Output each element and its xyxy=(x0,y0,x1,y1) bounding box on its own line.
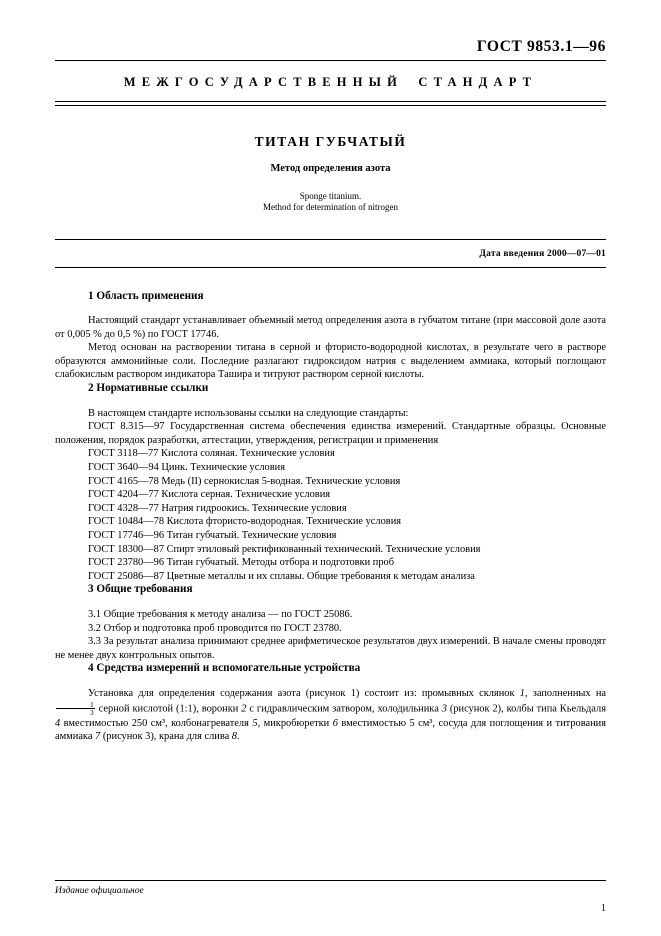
eq-part-2: , заполненных на xyxy=(524,687,606,699)
double-rule-bottom xyxy=(55,105,606,106)
fraction-denominator: 3 xyxy=(90,708,94,718)
eq-ref-5: 5 xyxy=(252,717,258,729)
eq-part-5: (рисунок 2), колбы типа Кьельдаля xyxy=(446,702,606,714)
page-number: 1 xyxy=(601,903,606,914)
eq-part-1: Установка для определения содержания азота (рисунок 1) состоит из: промывных склянок xyxy=(88,687,520,699)
header-rule xyxy=(55,60,606,61)
section-4-equipment-paragraph xyxy=(55,687,606,744)
date-rule-bottom xyxy=(55,267,606,268)
eq-part-6: вместимостью 250 см³, колбонагревателя xyxy=(60,717,253,729)
fraction-one-third xyxy=(56,701,95,717)
reference-item: ГОСТ 10484—78 Кислота фтористо-водородная. Технические условия xyxy=(88,516,402,528)
reference-item: ГОСТ 3118—77 Кислота соляная. Технические условия xyxy=(88,448,335,460)
section-heading-2: 2 Нормативные ссылки xyxy=(88,382,209,395)
reference-item: ГОСТ 4204—77 Кислота серная. Технические условия xyxy=(88,489,331,501)
section-2-paragraph-1: В настоящем стандарте использованы ссылки на следующие стандарты: xyxy=(88,407,409,419)
section-1-paragraph-1: Настоящий стандарт устанавливает объемный метод определения азота в губчатом титане (при массовой доле азота от 0,005 % до 0,5 %) по ГОСТ 17746. xyxy=(55,315,606,340)
eq-ref-6: 6 xyxy=(332,717,338,729)
section-3-item-3: 3.3 За результат анализа принимают среднее арифметическое результатов двух измерений. В начале смены проводят не менее двух контрольных опытов. xyxy=(55,636,606,661)
eq-ref-2: 2 xyxy=(241,702,247,714)
reference-item: ГОСТ 23780—96 Титан губчатый. Методы отбора и подготовки проб xyxy=(88,557,395,569)
eq-part-4: с гидравлическим затвором, холодильника xyxy=(246,702,442,714)
footer-note: Издание официальное xyxy=(55,886,144,896)
section-heading-4: 4 Средства измерений и вспомогательные устройства xyxy=(88,662,361,675)
eq-part-3: серной кислотой (1:1), воронки xyxy=(95,702,242,714)
eq-ref-4: 4 xyxy=(55,717,61,729)
section-3-item-2: 3.2 Отбор и подготовка проб проводится по ГОСТ 23780. xyxy=(88,622,342,634)
eq-part-9: (рисунок 3), крана для слива xyxy=(100,731,232,743)
reference-item: ГОСТ 3640—94 Цинк. Технические условия xyxy=(88,462,285,474)
date-rule-top xyxy=(55,239,606,240)
eq-ref-7: 7 xyxy=(95,731,101,743)
reference-item: ГОСТ 4328—77 Натрия гидроокись. Технические условия xyxy=(88,502,347,514)
section-2-paragraph-2: ГОСТ 8.315—97 Государственная система обеспечения единства измерений. Стандартные образцы. Основные положения, порядок разработки, аттестации, утверждения, регистрации и применения xyxy=(55,421,606,446)
eq-ref-1: 1 xyxy=(519,687,525,699)
eq-part-10: . xyxy=(237,731,240,743)
title-english-line2: Method for determination of nitrogen xyxy=(263,201,398,212)
document-body xyxy=(55,290,606,744)
section-heading-1: 1 Область применения xyxy=(88,289,204,302)
reference-item: ГОСТ 4165—78 Медь (II) сернокислая 5-водная. Технические условия xyxy=(88,475,401,487)
reference-item: ГОСТ 25086—87 Цветные металлы и их сплавы. Общие требования к методам анализа xyxy=(88,570,475,582)
reference-item: ГОСТ 17746—96 Титан губчатый. Технические условия xyxy=(88,530,337,541)
double-rule-top xyxy=(55,101,606,102)
eq-part-8: вместимостью 5 см³, сосуда для поглощения и титрования аммиака xyxy=(55,717,606,743)
eq-ref-3: 3 xyxy=(441,702,447,714)
page-subtitle: Метод определения азота xyxy=(270,162,391,174)
standard-word: МЕЖГОСУДАРСТВЕННЫЙ СТАНДАРТ xyxy=(123,75,538,89)
section-heading-3: 3 Общие требования xyxy=(88,583,193,596)
page-footer xyxy=(55,880,606,896)
title-block xyxy=(55,134,606,212)
eq-ref-8: 8 xyxy=(231,731,237,743)
eq-part-7: , микробюретки xyxy=(257,717,333,729)
section-3-item-1: 3.1 Общие требования к методу анализа — по ГОСТ 25086. xyxy=(88,608,353,620)
section-1-paragraph-2: Метод основан на растворении титана в серной и фтористо-водородной кислотах, в результате чего в растворе образуются аммонийные соли. Последние разлагают гидроксидом натрия с выделением аммиака, который поглощают слабокислым раствором индикатора Ташира и титруют раствором серной кислоты. xyxy=(55,342,606,381)
footer-rule xyxy=(55,880,606,881)
page-title: ТИТАН ГУБЧАТЫЙ xyxy=(254,133,407,149)
introduction-date: Дата введения 2000—07—01 xyxy=(479,248,606,259)
fraction-numerator: 1 xyxy=(56,701,95,710)
reference-item: ГОСТ 18300—87 Спирт этиловый ректификованный технический. Технические условия xyxy=(88,543,481,555)
title-english-line1: Sponge titanium. xyxy=(299,190,362,201)
document-code: ГОСТ 9853.1—96 xyxy=(476,38,606,55)
